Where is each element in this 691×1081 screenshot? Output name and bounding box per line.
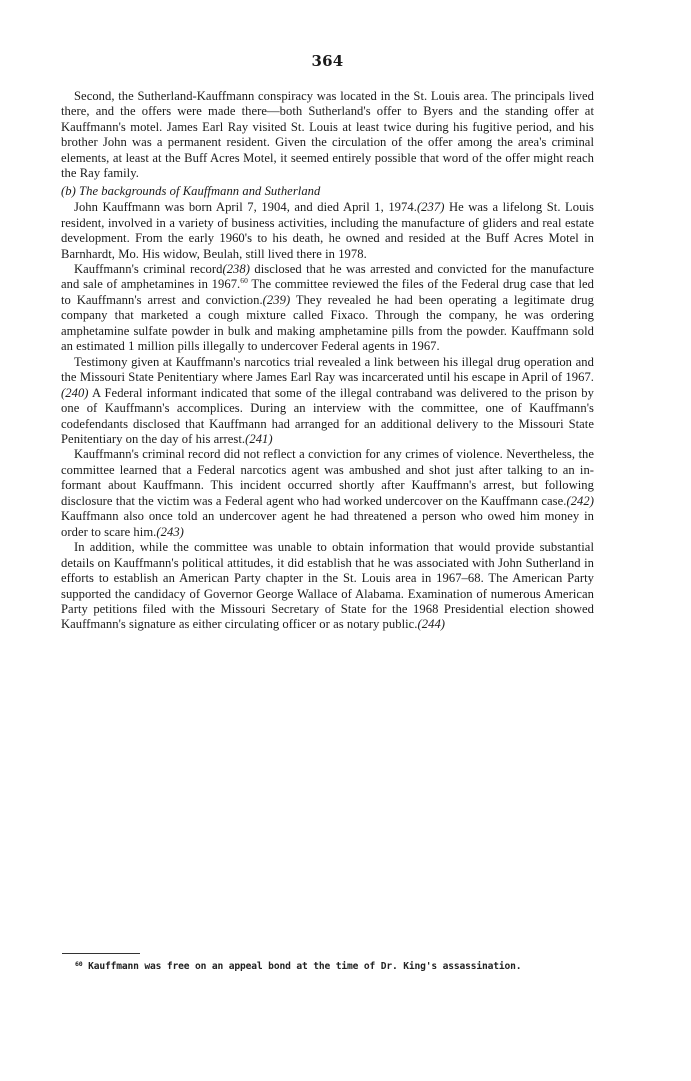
footnote-ref[interactable]: 60 <box>240 276 248 286</box>
section-heading <box>61 184 594 199</box>
footnote <box>75 961 595 973</box>
footnote-marker: 60 <box>75 960 83 968</box>
body-text <box>61 89 594 633</box>
paragraph-text: Kauffmann's criminal record <box>74 261 223 276</box>
citation-ref: (243) <box>156 524 184 539</box>
page-number: 364 <box>311 52 344 70</box>
paragraph-text: Second, the Sutherland-Kauffmann conspiracy was located in the St. Louis area. The principals lived there, and the offers were made there—both Sutherland's offer to Byers and the standing offer at Kauffmann's motel. James Earl Ray visited St. Louis at least twice during his fugitive period, and his brother John was a permanent resident. Given the circulation of the offer among the area's criminal elements, at least at the Buff Acres Motel, it seemed entirely possible that word of the offer might reach the Ray family. <box>61 89 594 181</box>
citation-ref: (238) <box>222 261 250 276</box>
citation-ref: (237) <box>416 200 445 215</box>
footnote-text: Kauffmann was free on an appeal bond at the time of Dr. King's assassination. <box>82 961 522 972</box>
paragraph-political-ties <box>61 540 594 633</box>
section-heading-label: (b) <box>61 183 76 198</box>
paragraph-text: Kauffmann also once told an undercover agent he had threatened a person who owed him money in order to scare him. <box>61 509 594 539</box>
citation-ref: (239) <box>262 292 291 307</box>
citation-ref: (240) <box>61 385 89 400</box>
citation-ref: (242) <box>566 493 594 508</box>
paragraph-text: In addition, while the committee was unable to obtain information that would provide substantial details on Kauffmann's political attitudes, it did establish that he was associated with John Sutherland in efforts to establish an American Party chapter in the St. Louis area in 1967–68. The American Party supported the candidacy of Governor George Wallace of Alabama. Examination of numerous American Party petitions filed with the Missouri Secretary of State for the 1968 Presidential election showed Kauffmann's signature as either circulating officer or as notary public. <box>61 540 594 632</box>
paragraph-criminal-record <box>61 262 594 355</box>
citation-ref: (241) <box>245 431 273 446</box>
paragraph-text: Testimony given at Kauffmann's narcotics trial revealed a link between his illegal drug operation and the Missouri State Penitentiary where James Earl Ray was incarcerated until his escape in April of 1967. <box>61 354 594 385</box>
citation-ref: (244) <box>417 617 446 632</box>
paragraph-kauffmann-bio <box>61 200 594 262</box>
section-heading-text: The backgrounds of Kauffmann and Sutherland <box>79 183 321 198</box>
paragraph-conspiracy-location <box>61 89 594 182</box>
paragraph-text: John Kauffmann was born April 7, 1904, and died April 1, 1974. <box>74 200 417 215</box>
paragraph-violence <box>61 447 594 540</box>
paragraph-text: A Federal informant indicated that some of the illegal contraband was delivered to the prison by one of Kauffmann's accomplices. During an interview with the committee, one of Kauffmann's codefendants disclosed that Kauffmann had arranged for an additional delivery to the Missouri State Penitentiary on the day of his arrest. <box>61 385 594 446</box>
paragraph-text: Kauffmann's criminal record did not reflect a conviction for any crimes of violence. Nevertheless, the committee learned that a Federal narcotics agent was ambushed and shot just after talking to an informant about Kauffmann. This incident occurred shortly after Kauffmann's arrest, but following disclosure that the victim was a Federal agent who had worked undercover on the Kauffmann case. <box>61 447 594 508</box>
paragraph-text: He was a lifelong St. Louis resident, involved in a variety of business activities, including the manufacture of gliders and real estate development. From the early 1960's to his death, he owned and resided at the Buff Acres Motel in Barnhardt, Mo. His widow, Beulah, still lived there in 1978. <box>61 200 594 261</box>
footnote-divider <box>62 953 140 954</box>
paragraph-narcotics-trial <box>61 355 594 448</box>
paragraph-text: The committee reviewed the files of the Federal drug case that led to Kauffmann's arrest and conviction. <box>61 277 594 307</box>
paragraph-text: disclosed that he was arrested and convicted for the manufacture and sale of amphetamines in 1967. <box>61 261 594 292</box>
paragraph-text: They revealed he had been operating a legitimate drug company that marketed a cough mixture called Fixaco. Through the company, he was ordering amphetamine sulfate powder in bulk and making amphetamine pills from the powder. Kauffmann sold an estimated 1 million pills illegally to undercover Federal agents in 1967. <box>61 292 594 354</box>
